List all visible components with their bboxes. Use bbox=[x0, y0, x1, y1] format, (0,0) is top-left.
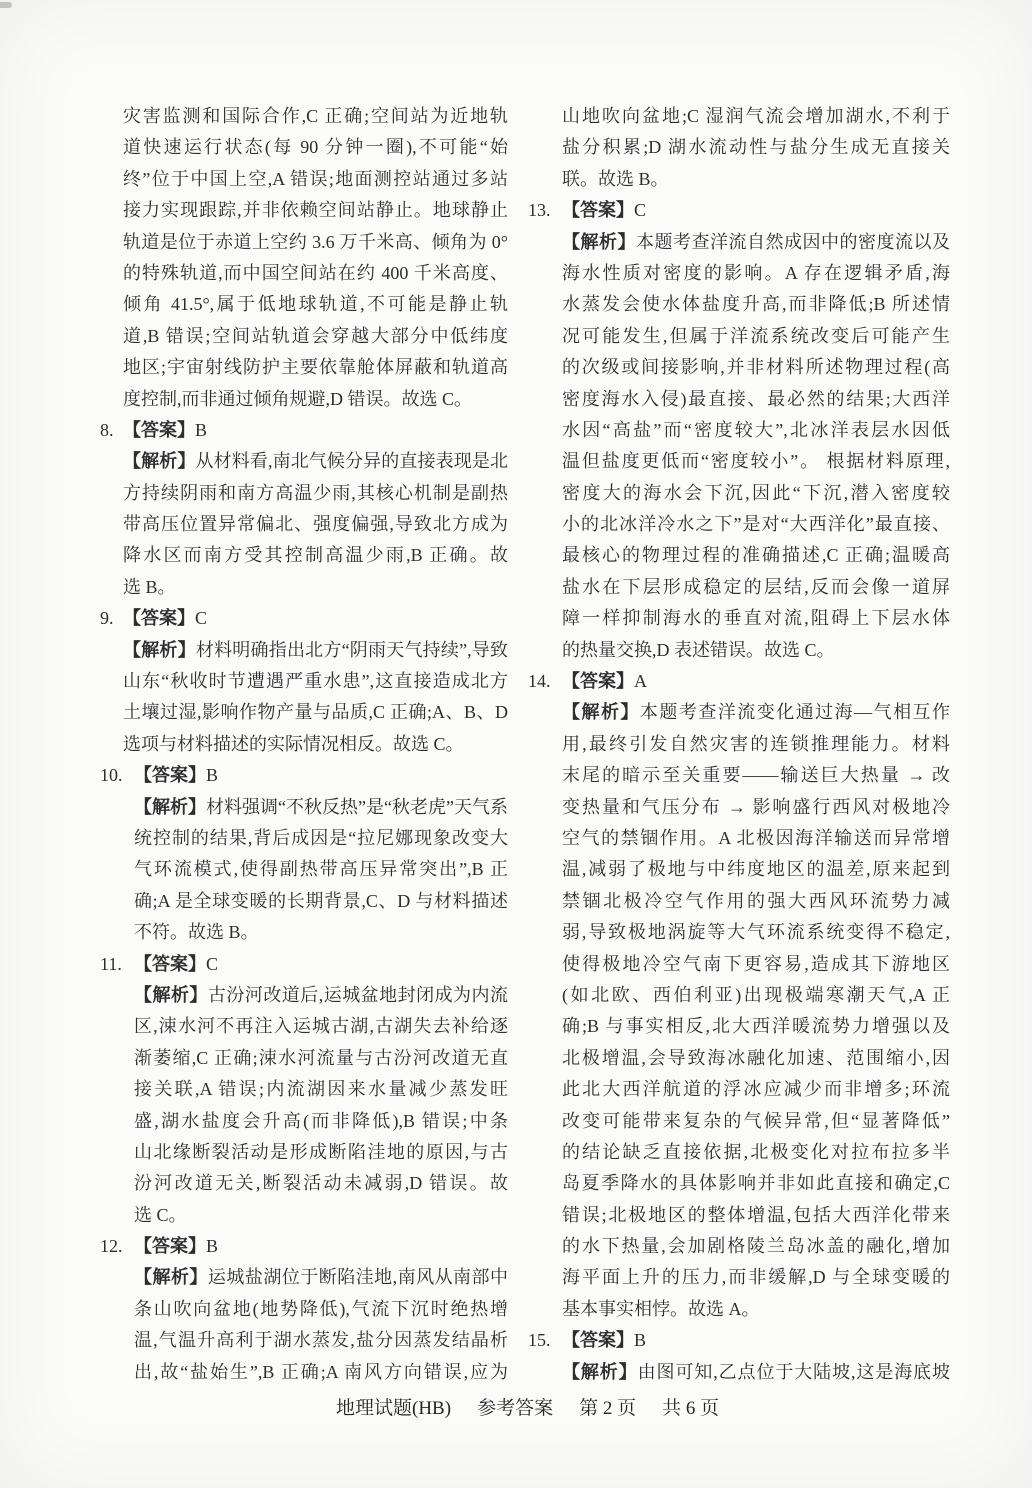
text-line bbox=[134, 917, 508, 948]
analysis-text: 禁锢北极冷空气作用的强大西风环流势力减 bbox=[562, 890, 950, 911]
analysis-label: 【解析】 bbox=[562, 702, 640, 723]
analysis-text: 气环流模式,使得副热带高压异常突出”,B 正 bbox=[134, 859, 508, 880]
item-number: 9. bbox=[100, 608, 114, 629]
paragraph-text: 接力实现跟踪,并非依赖空间站静止。地球静止 bbox=[123, 200, 508, 221]
page-footer bbox=[336, 1396, 719, 1422]
answer-value: B bbox=[634, 1330, 647, 1351]
paragraph-text: 倾角 41.5°,属于低地球轨道,不可能是静止轨 bbox=[123, 294, 508, 315]
text-line bbox=[562, 949, 950, 980]
answer-item bbox=[528, 195, 950, 666]
answer-value: B bbox=[206, 765, 219, 786]
text-line bbox=[562, 792, 950, 823]
text-line bbox=[562, 635, 950, 666]
text-line bbox=[123, 415, 508, 446]
text-line bbox=[562, 1357, 950, 1388]
text-line bbox=[134, 760, 508, 791]
text-line bbox=[562, 1200, 950, 1231]
text-line bbox=[562, 1231, 950, 1262]
text-line bbox=[123, 132, 508, 163]
continued-paragraph bbox=[100, 101, 508, 415]
analysis-text: 山北缘断裂活动是形成断陷洼地的原因,与古 bbox=[134, 1141, 508, 1162]
analysis-text: 小的北冰洋冷水之下”是对“大西洋化”最直接、 bbox=[562, 514, 950, 535]
text-line bbox=[123, 603, 508, 634]
text-line bbox=[562, 1325, 950, 1356]
item-number: 12. bbox=[100, 1236, 123, 1257]
footer-page-total: 共 6 页 bbox=[662, 1398, 720, 1419]
answer-item bbox=[100, 415, 508, 603]
paragraph-text: 终”位于中国上空,A 错误;地面测控站通过多站 bbox=[123, 168, 508, 189]
analysis-label: 【解析】 bbox=[134, 984, 208, 1005]
analysis-text: 弱,导致极地涡旋等大气环流系统变得不稳定, bbox=[562, 922, 950, 943]
text-line bbox=[562, 572, 950, 603]
text-line bbox=[562, 1106, 950, 1137]
paragraph-text: 灾害监测和国际合作,C 正确;空间站为近地轨 bbox=[123, 106, 508, 126]
analysis-text: 岛夏季降水的具体影响并非如此直接和确定,C bbox=[562, 1173, 950, 1194]
analysis-text: 降水区而南方受其控制高温少雨,B 正确。故 bbox=[123, 545, 508, 566]
answer-label: 【答案】 bbox=[123, 608, 195, 629]
analysis-text: 盛,湖水盐度会升高(而非降低),B 错误;中条 bbox=[134, 1110, 508, 1131]
text-line bbox=[562, 854, 950, 885]
item-number: 13. bbox=[528, 200, 551, 221]
text-line bbox=[562, 132, 950, 163]
column-2 bbox=[528, 101, 950, 1388]
analysis-text: 渐萎缩,C 正确;涑水河流量与古汾河改道无直 bbox=[134, 1047, 508, 1068]
text-line bbox=[134, 1106, 508, 1137]
text-line bbox=[123, 509, 508, 540]
analysis-text: 密度海水入侵)最直接、最必然的结果;大西洋 bbox=[562, 388, 950, 409]
text-line bbox=[562, 540, 950, 571]
analysis-text: 材料明确指出北方“阴雨天气持续”,导致 bbox=[195, 639, 508, 660]
item-content bbox=[134, 949, 508, 1232]
analysis-text: 运城盐湖位于断陷洼地,南风从南部中 bbox=[207, 1267, 508, 1288]
text-line bbox=[123, 572, 508, 603]
analysis-text: 不符。故选 B。 bbox=[134, 922, 259, 943]
analysis-text: 末尾的暗示至关重要——输送巨大热量 → 改 bbox=[562, 765, 950, 786]
text-line bbox=[134, 1200, 508, 1231]
analysis-text: 密度大的海水会下沉,因此“下沉,潜入密度较 bbox=[562, 482, 950, 503]
text-line bbox=[562, 384, 950, 415]
text-line bbox=[562, 478, 950, 509]
text-line bbox=[562, 1262, 950, 1293]
analysis-label: 【解析】 bbox=[562, 1361, 638, 1382]
answer-item bbox=[100, 760, 508, 948]
analysis-text: 确;B 与事实相反,北大西洋暖流势力增强以及 bbox=[562, 1016, 950, 1037]
text-line bbox=[562, 666, 950, 697]
text-line bbox=[562, 289, 950, 320]
footer-section-label: 参考答案 bbox=[477, 1398, 554, 1419]
analysis-text: 空气的禁锢作用。A 北极因海洋输送而异常增 bbox=[562, 827, 950, 848]
text-line bbox=[134, 1357, 508, 1388]
analysis-text: 用,最终引发自然灾害的连锁推理能力。材料 bbox=[562, 733, 950, 754]
text-line bbox=[123, 195, 508, 226]
paragraph-text: 联。故选 B。 bbox=[562, 168, 669, 189]
text-line bbox=[123, 352, 508, 383]
text-line bbox=[123, 478, 508, 509]
analysis-text: 汾河改道无关,断裂活动未减弱,D 错误。故 bbox=[134, 1173, 508, 1194]
paragraph-text: 山地吹向盆地;C 湿润气流会增加湖水,不利于 bbox=[562, 106, 950, 126]
paragraph-text: 盐分积累;D 湖水流动性与盐分生成无直接关 bbox=[562, 137, 950, 158]
text-line bbox=[562, 729, 950, 760]
analysis-text: 温但盐度更低而“密度较小”。 根据材料原理, bbox=[562, 451, 950, 472]
text-line bbox=[123, 289, 508, 320]
analysis-text: 的热量交换,D 表述错误。故选 C。 bbox=[562, 639, 835, 660]
analysis-text: 温,减弱了极地与中纬度地区的温差,原来起到 bbox=[562, 859, 950, 880]
analysis-text: 选 B。 bbox=[123, 576, 176, 597]
item-content bbox=[562, 101, 950, 195]
text-line bbox=[562, 164, 950, 195]
answer-label: 【答案】 bbox=[134, 1236, 206, 1257]
footer-page-number: 第 2 页 bbox=[579, 1398, 637, 1419]
text-line bbox=[562, 101, 950, 132]
footer-exam-title: 地理试题(HB) bbox=[336, 1398, 452, 1419]
item-number: 14. bbox=[528, 671, 551, 692]
text-line bbox=[134, 886, 508, 917]
answer-item bbox=[100, 1231, 508, 1388]
answer-item bbox=[100, 949, 508, 1232]
answer-label: 【答案】 bbox=[123, 419, 195, 440]
text-line bbox=[562, 227, 950, 258]
answer-label: 【答案】 bbox=[134, 765, 206, 786]
text-line bbox=[562, 1137, 950, 1168]
analysis-text: 出,故“盐始生”,B 正确;A 南风方向错误,应为 bbox=[134, 1361, 508, 1382]
answer-value: B bbox=[206, 1236, 219, 1257]
analysis-text: 统控制的结果,背后成因是“拉尼娜现象改变大 bbox=[134, 827, 508, 848]
analysis-text: 况可能发生,但属于洋流系统改变后可能产生 bbox=[562, 325, 950, 346]
text-line bbox=[134, 1262, 508, 1293]
text-line bbox=[562, 980, 950, 1011]
text-line bbox=[134, 854, 508, 885]
text-line bbox=[123, 101, 508, 132]
text-line bbox=[562, 1011, 950, 1042]
text-line bbox=[123, 227, 508, 258]
item-content bbox=[123, 603, 508, 760]
analysis-text: 海水性质对密度的影响。A 存在逻辑矛盾,海 bbox=[562, 262, 950, 283]
answer-label: 【答案】 bbox=[562, 200, 634, 221]
text-line bbox=[562, 509, 950, 540]
text-line bbox=[134, 1043, 508, 1074]
item-number: 10. bbox=[100, 765, 123, 786]
analysis-label: 【解析】 bbox=[134, 1267, 208, 1288]
paragraph-text: 的特殊轨道,而中国空间站在约 400 千米高度、 bbox=[123, 262, 508, 283]
analysis-text: 的结论缺乏直接依据,北极变化对拉布拉多半 bbox=[562, 1141, 950, 1162]
analysis-text: 使得极地冷空气南下更容易,造成其下游地区 bbox=[562, 953, 950, 974]
analysis-text: 的水下热量,会加剧格陵兰岛冰盖的融化,增加 bbox=[562, 1236, 950, 1257]
analysis-text: 选项与材料描述的实际情况相反。故选 C。 bbox=[123, 733, 464, 754]
text-line bbox=[562, 1294, 950, 1325]
analysis-text: 最核心的物理过程的准确描述,C 正确;温暖高 bbox=[562, 545, 950, 566]
text-line bbox=[123, 697, 508, 728]
text-line bbox=[123, 384, 508, 415]
paragraph-text: 轨道是位于赤道上空约 3.6 万千米高、倾角为 0° bbox=[123, 231, 508, 252]
paragraph-text: 道快速运行状态(每 90 分钟一圈),不可能“始 bbox=[123, 137, 508, 158]
item-content bbox=[123, 101, 508, 415]
paragraph-text: 度控制,而非通过倾角规避,D 错误。故选 C。 bbox=[123, 388, 473, 409]
paragraph-text: 地区;宇宙射线防护主要依靠舱体屏蔽和轨道高 bbox=[123, 357, 508, 378]
analysis-text: 条山吹向盆地(地势降低),气流下沉时绝热增 bbox=[134, 1298, 508, 1319]
analysis-text: 障一样抑制海水的垂直对流,阻碍上下层水体 bbox=[562, 608, 950, 629]
analysis-text: 材料强调“不秋反热”是“秋老虎”天气系 bbox=[206, 796, 508, 817]
analysis-text: 选 C。 bbox=[134, 1204, 187, 1225]
text-line bbox=[134, 1074, 508, 1105]
answer-label: 【答案】 bbox=[562, 671, 634, 692]
paragraph-text: 道,B 错误;空间站轨道会穿越大部分中低纬度 bbox=[123, 325, 508, 346]
analysis-text: 变热量和气压分布 → 影响盛行西风对极地冷 bbox=[562, 796, 950, 817]
continued-paragraph bbox=[528, 101, 950, 195]
item-content bbox=[134, 1231, 508, 1388]
answer-value: A bbox=[634, 671, 647, 692]
analysis-text: 古汾河改道后,运城盆地封闭成为内流 bbox=[207, 984, 508, 1005]
text-line bbox=[134, 1011, 508, 1042]
text-line bbox=[562, 321, 950, 352]
answer-value: C bbox=[206, 953, 219, 974]
text-line bbox=[134, 1325, 508, 1356]
text-line bbox=[562, 1074, 950, 1105]
text-line bbox=[562, 446, 950, 477]
analysis-text: 山东“秋收时节遭遇严重水患”,这直接造成北方 bbox=[123, 671, 508, 692]
text-line bbox=[123, 164, 508, 195]
text-line bbox=[562, 603, 950, 634]
analysis-text: 温,气温升高利于湖水蒸发,盐分因蒸发结晶析 bbox=[134, 1330, 508, 1351]
analysis-text: 此北大西洋航道的浮冰应减少而非增多;环流 bbox=[562, 1079, 950, 1100]
text-line bbox=[134, 980, 508, 1011]
text-line bbox=[134, 823, 508, 854]
analysis-text: 北极增温,会导致海冰融化加速、范围缩小,因 bbox=[562, 1047, 950, 1068]
analysis-text: 由图可知,乙点位于大陆坡,这是海底坡 bbox=[637, 1361, 950, 1382]
analysis-text: 的次级或间接影响,并非材料所述物理过程(高 bbox=[562, 357, 950, 378]
item-content bbox=[562, 1325, 950, 1388]
text-line bbox=[562, 415, 950, 446]
analysis-text: 从材料看,南北气候分异的直接表现是北 bbox=[195, 451, 508, 472]
text-line bbox=[123, 321, 508, 352]
text-line bbox=[123, 540, 508, 571]
analysis-text: 带高压位置异常偏北、强度偏强,导致北方成为 bbox=[123, 514, 508, 535]
text-line bbox=[123, 258, 508, 289]
analysis-text: 改变可能带来复杂的气候异常,但“显著降低” bbox=[562, 1110, 950, 1131]
item-content bbox=[562, 666, 950, 1325]
text-line bbox=[562, 917, 950, 948]
text-line bbox=[562, 760, 950, 791]
analysis-text: 方持续阴雨和南方高温少雨,其核心机制是副热 bbox=[123, 482, 508, 503]
text-line bbox=[562, 823, 950, 854]
item-content bbox=[562, 195, 950, 666]
analysis-label: 【解析】 bbox=[134, 796, 207, 817]
analysis-text: 区,涑水河不再注入运城古湖,古湖失去补给逐 bbox=[134, 1016, 508, 1037]
analysis-text: 本题考查洋流变化通过海—气相互作 bbox=[639, 702, 950, 723]
analysis-text: 本题考查洋流自然成因中的密度流以及 bbox=[636, 231, 950, 252]
answer-item bbox=[100, 603, 508, 760]
text-line bbox=[123, 635, 508, 666]
text-line bbox=[134, 1168, 508, 1199]
text-line bbox=[562, 1043, 950, 1074]
analysis-text: 海平面上升的压力,而非缓解,D 与全球变暖的 bbox=[562, 1267, 950, 1288]
item-content bbox=[134, 760, 508, 948]
analysis-text: 接关联,A 错误;内流湖因来水量减少蒸发旺 bbox=[134, 1079, 508, 1100]
answer-label: 【答案】 bbox=[134, 953, 206, 974]
answer-columns bbox=[100, 101, 950, 1388]
column-1 bbox=[100, 101, 508, 1388]
analysis-text: 基本事实相悖。故选 A。 bbox=[562, 1298, 760, 1319]
text-line bbox=[562, 258, 950, 289]
analysis-label: 【解析】 bbox=[562, 231, 636, 252]
answer-value: C bbox=[195, 608, 208, 629]
analysis-label: 【解析】 bbox=[123, 451, 196, 472]
text-line bbox=[562, 195, 950, 226]
analysis-text: 盐水在下层形成稳定的层结,反而会像一道屏 bbox=[562, 576, 950, 597]
text-line bbox=[123, 446, 508, 477]
text-line bbox=[562, 886, 950, 917]
analysis-text: 土壤过湿,影响作物产量与品质,C 正确;A、B、D bbox=[123, 702, 508, 723]
text-line bbox=[562, 1168, 950, 1199]
text-line bbox=[123, 666, 508, 697]
text-line bbox=[562, 697, 950, 728]
answer-value: B bbox=[195, 419, 208, 440]
analysis-label: 【解析】 bbox=[123, 639, 196, 660]
analysis-text: 水因“高盐”而“密度较大”,北冰洋表层水因低 bbox=[562, 419, 950, 440]
answer-value: C bbox=[634, 200, 647, 221]
item-content bbox=[123, 415, 508, 603]
text-line bbox=[134, 1294, 508, 1325]
text-line bbox=[134, 792, 508, 823]
analysis-text: 错误;北极地区的整体增温,包括大西洋化带来 bbox=[562, 1204, 950, 1225]
analysis-text: 水蒸发会使水体盐度升高,而非降低;B 所述情 bbox=[562, 294, 950, 315]
text-line bbox=[562, 352, 950, 383]
answer-item bbox=[528, 666, 950, 1325]
scan-artifact bbox=[0, 2, 12, 8]
analysis-text: (如北欧、西伯利亚)出现极端寒潮天气,A 正 bbox=[562, 984, 950, 1005]
item-number: 11. bbox=[100, 953, 122, 974]
text-line bbox=[134, 1137, 508, 1168]
answer-item bbox=[528, 1325, 950, 1388]
answer-label: 【答案】 bbox=[562, 1330, 634, 1351]
text-line bbox=[123, 729, 508, 760]
item-number: 15. bbox=[528, 1330, 551, 1351]
text-line bbox=[134, 1231, 508, 1262]
item-number: 8. bbox=[100, 419, 114, 440]
text-line bbox=[134, 949, 508, 980]
analysis-text: 确;A 是全球变暖的长期背景,C、D 与材料描述 bbox=[134, 890, 508, 911]
